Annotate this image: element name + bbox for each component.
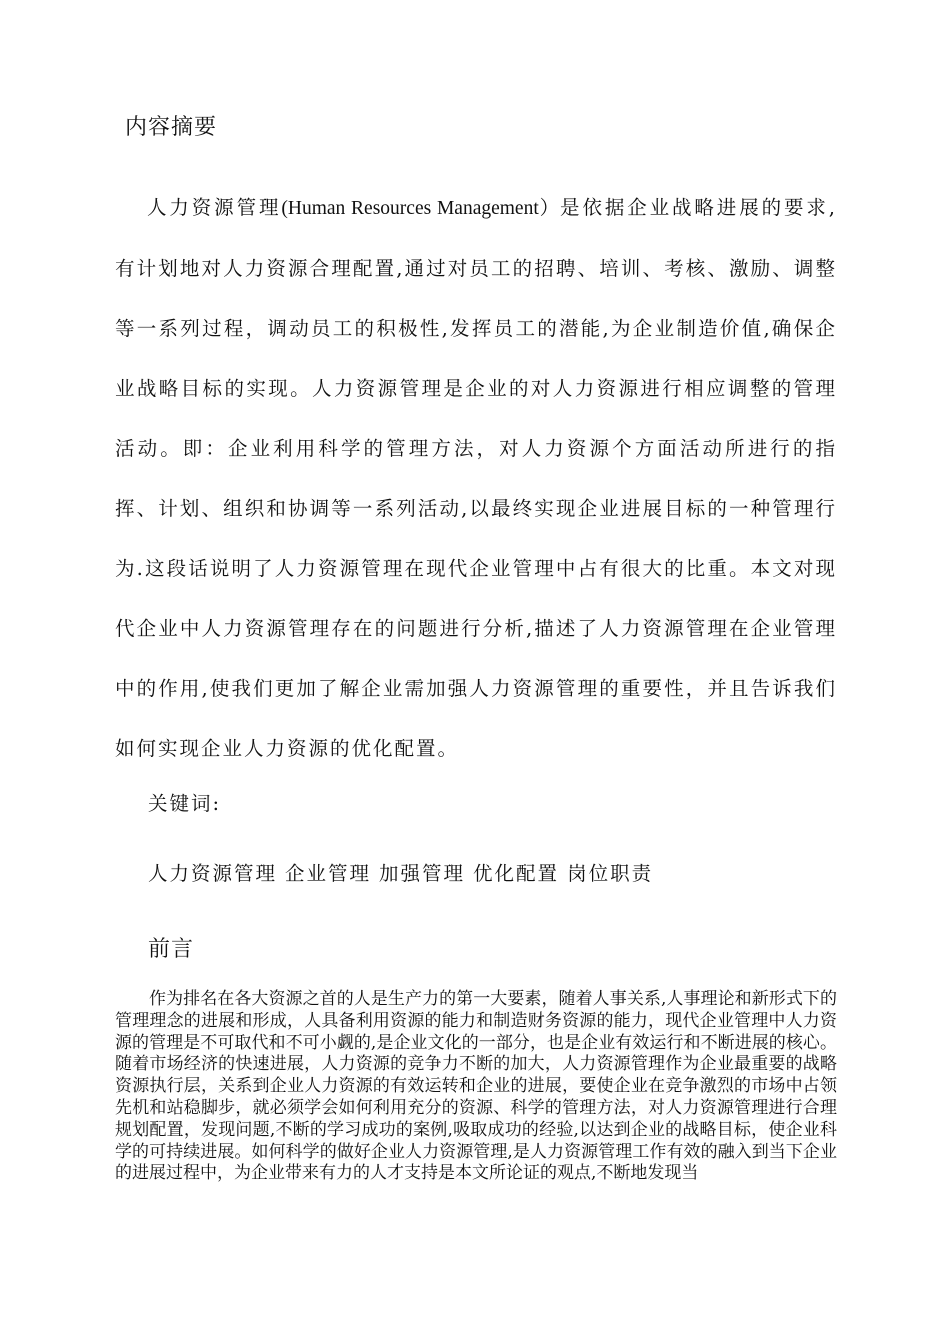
preface-paragraph: 作为排名在各大资源之首的人是生产力的第一大要素，随着人事关系,人事理论和新形式下的管理理念的进展和形成，人具备利用资源的能力和制造财务资源的能力，现代企业管理中人力资源的管理是不可取代和不可小觑的,是企业文化的一部分，也是企业有效运行和不断进展的核心。随着市场经济的快速进展，人力资源的竞争力不断的加大，人力资源管理作为企业最重要的战略资源执行层，关系到企业人力资源的有效运转和企业的进展，要使企业在竞争激烈的市场中占领先机和站稳脚步，就必须学会如何利用充分的资源、科学的管理方法，对人力资源管理进行合理规划配置，发现问题,不断的学习成功的案例,吸取成功的经验,以达到企业的战略目标，使企业科学的可持续进展。如何科学的做好企业人力资源管理,是人力资源管理工作有效的融入到当下企业的进展过程中，为企业带来有力的人才支持是本文所论证的观点,不断地发现当 bbox=[115, 989, 837, 1184]
keyword-item: 岗位职责 bbox=[567, 862, 654, 885]
keyword-item: 人力资源管理 bbox=[148, 862, 278, 885]
abstract-paragraph bbox=[115, 178, 837, 779]
abstract-english-term: (Human Resources Management） bbox=[281, 198, 561, 219]
preface-heading: 前言 bbox=[148, 937, 195, 962]
keyword-item: 企业管理 bbox=[285, 862, 372, 885]
keyword-item: 加强管理 bbox=[379, 862, 466, 885]
abstract-text-rest: 是依据企业战略进展的要求,有计划地对人力资源合理配置,通过对员工的招聘、培训、考核、激励、调整等一系列过程，调动员工的积极性,发挥员工的潜能,为企业制造价值,确保企业战略目标的实现。人力资源管理是企业的对人力资源进行相应调整的管理活动。即：企业利用科学的管理方法，对人力资源个方面活动所进行的指挥、计划、组织和协调等一系列活动,以最终实现企业进展目标的一种管理行为.这段话说明了人力资源管理在现代企业管理中占有很大的比重。本文对现代企业中人力资源管理存在的问题进行分析,描述了人力资源管理在企业管理中的作用,使我们更加了解企业需加强人力资源管理的重要性，并且告诉我们如何实现企业人力资源的优化配置。 bbox=[115, 196, 837, 760]
abstract-text-start: 人力资源管理 bbox=[147, 196, 282, 219]
abstract-heading: 内容摘要 bbox=[125, 115, 218, 140]
keywords-label: 关键词: bbox=[148, 792, 222, 815]
keywords-list bbox=[148, 858, 661, 886]
keyword-item: 优化配置 bbox=[473, 862, 560, 885]
